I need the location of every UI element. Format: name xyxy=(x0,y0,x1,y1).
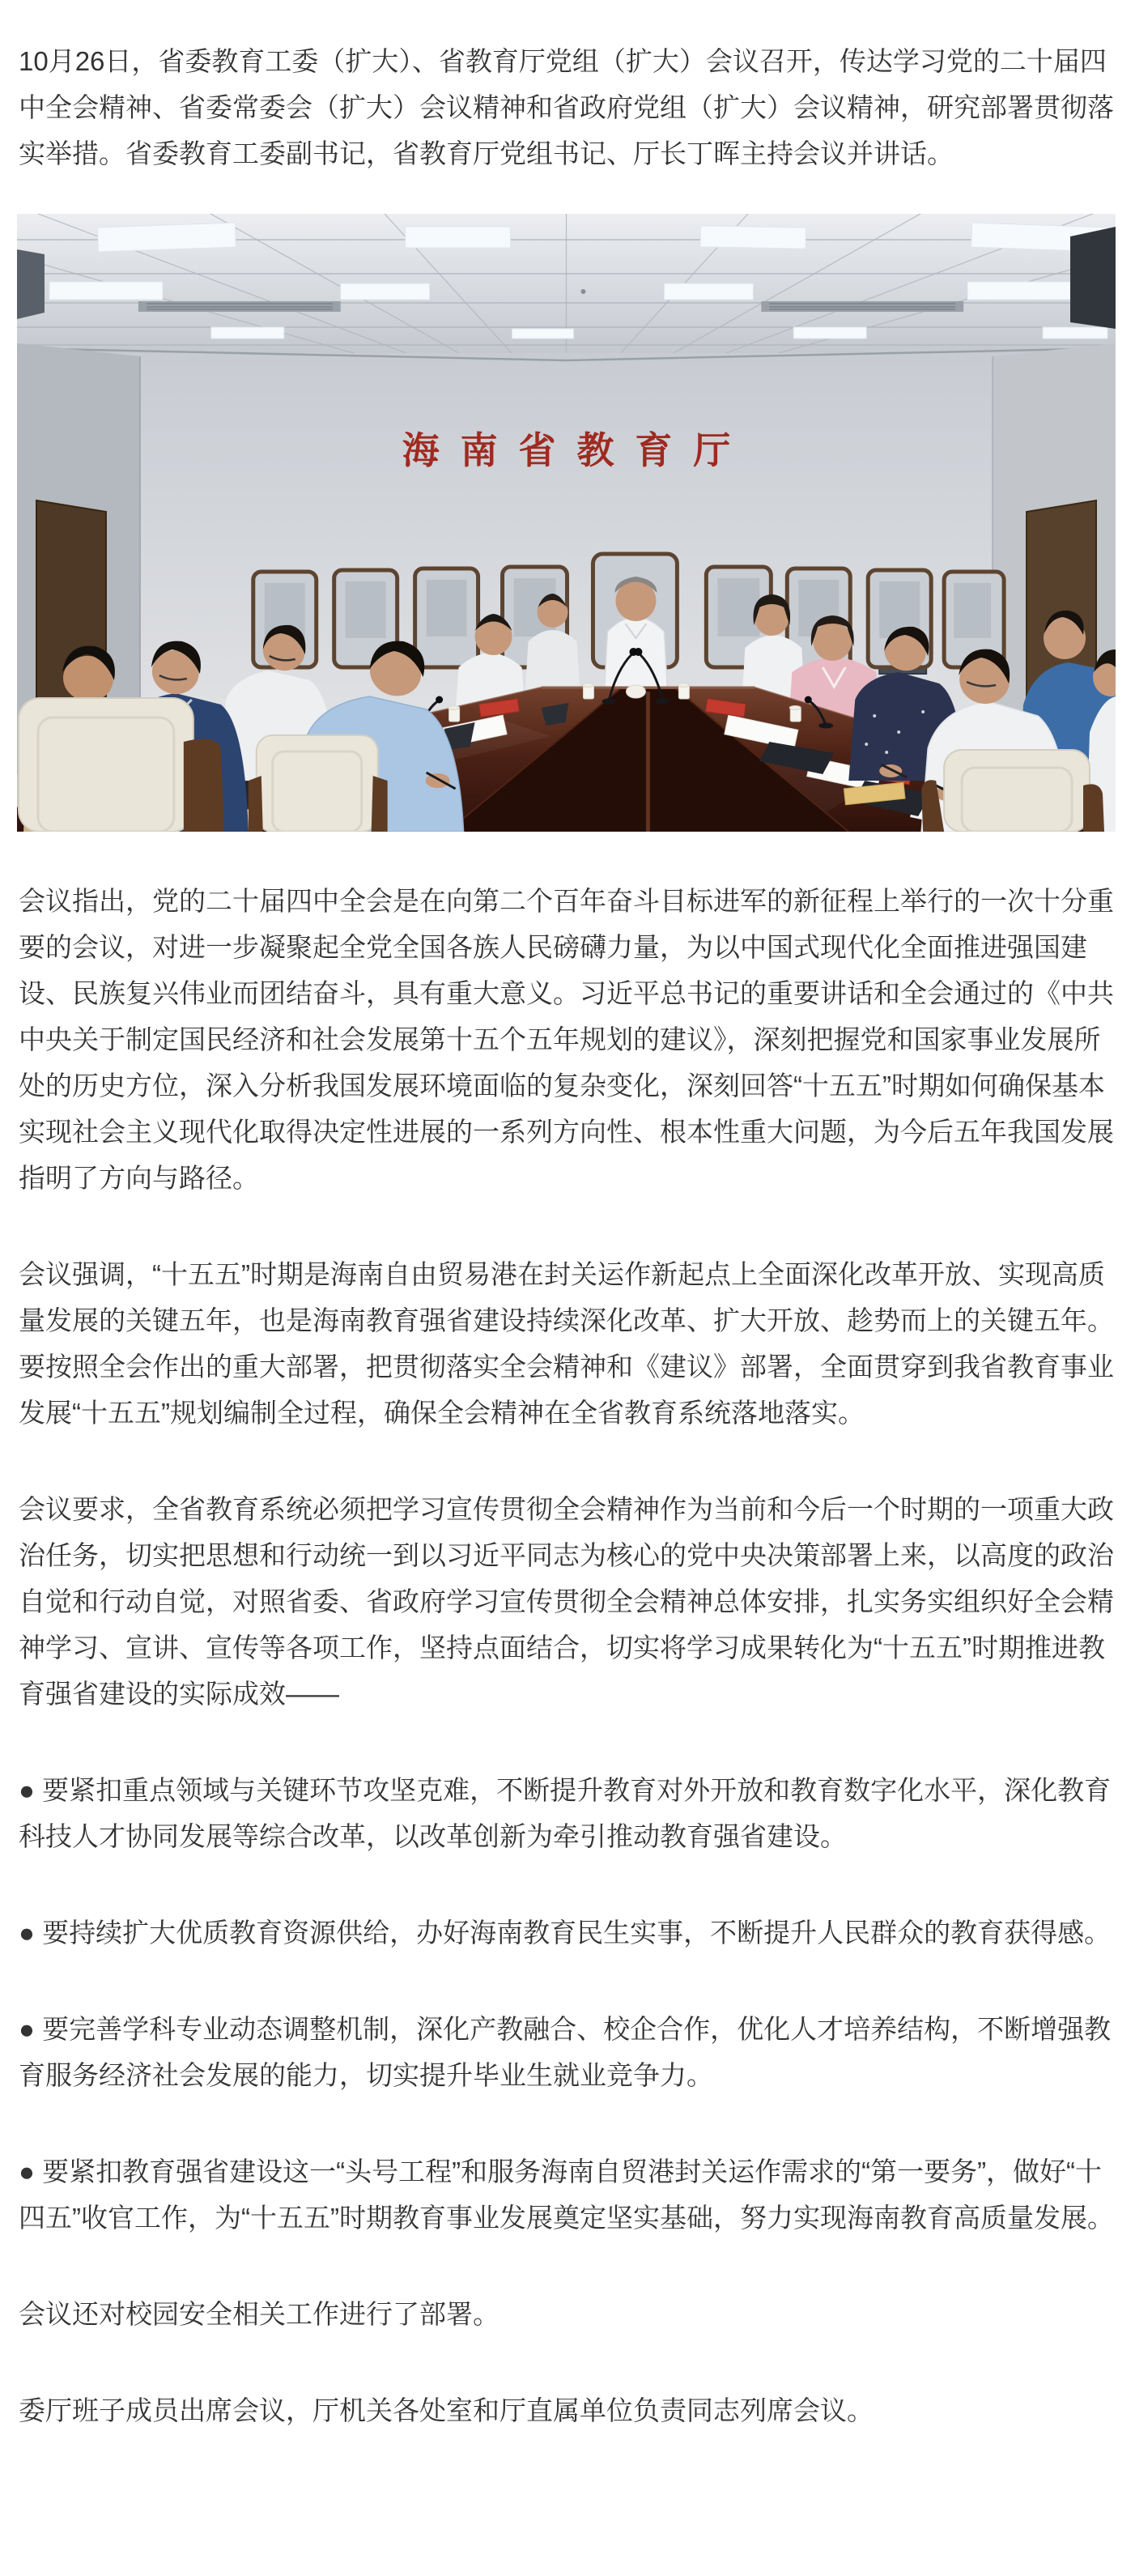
left-corner-vent xyxy=(17,249,45,319)
meeting-photo[interactable] xyxy=(17,214,1116,832)
foreground-chair-right xyxy=(921,750,1104,832)
bullet-point-2: ● 要持续扩大优质教育资源供给，办好海南教育民生实事，不断提升人民群众的教育获得感。 xyxy=(19,1918,1112,1948)
article-page xyxy=(0,38,1135,2433)
para-meeting-pointed-out: 会议指出，党的二十届四中全会是在向第二个百年奋斗目标进军的新征程上举行的一次十分重要的会议，对进一步凝聚起全党全国各族人民磅礴力量，为以中国式现代化全面推进强国建设、民族复兴伟业而团结奋斗，具有重大意义。习近平总书记的重要讲话和全会通过的《中共中央关于制定国民经济和社会发展第十五个五年规划的建议》，深刻把握党和国家事业发展所处的历史方位，深入分析我国发展环境面临的复杂变化，深刻回答“十五五”时期如何确保基本实现社会主义现代化取得决定性进展的一系列方向性、根本性重大问题，为今后五年我国发展指明了方向与路径。 xyxy=(19,886,1114,1193)
intro-paragraph: 10月26日，省委教育工委（扩大）、省教育厅党组（扩大）会议召开，传达学习党的二十届四中全会精神、省委常委会（扩大）会议精神和省政府党组（扩大）会议精神，研究部署贯彻落实举措。省委教育工委副书记，省教育厅党组书记、厅长丁晖主持会议并讲话。 xyxy=(19,46,1114,168)
wall-sign-text: 海南省教育厅 xyxy=(402,428,752,472)
foreground-chair-left xyxy=(19,698,224,832)
sprinkler xyxy=(580,289,585,294)
para-meeting-emphasized: 会议强调，“十五五”时期是海南自由贸易港在封关运作新起点上全面深化改革开放、实现高质量发展的关键五年，也是海南教育强省建设持续深化改革、扩大开放、趁势而上的关键五年。要按照全会作出的重大部署，把贯彻落实全会精神和《建议》部署，全面贯穿到我省教育事业发展“十五五”规划编制全过程，确保全会精神在全省教育系统落地落实。 xyxy=(19,1259,1114,1428)
foreground-chair-middle xyxy=(249,735,388,832)
bullet-point-3: ● 要完善学科专业动态调整机制，深化产教融合、校企合作，优化人才培养结构，不断增强教育服务经济社会发展的能力，切实提升毕业生就业竞争力。 xyxy=(19,2014,1112,2090)
bullet-point-1: ● 要紧扣重点领域与关键环节攻坚克难，不断提升教育对外开放和教育数字化水平，深化教育科技人才协同发展等综合改革，以改革创新为牵引推动教育强省建设。 xyxy=(19,1775,1112,1851)
bullet-point-4: ● 要紧扣教育强省建设这一“头号工程”和服务海南自贸港封关运作需求的“第一要务”，做好“十四五”收官工作，为“十五五”时期教育事业发展奠定坚实基础，努力实现海南教育高质量发展。 xyxy=(19,2157,1114,2233)
corner-speaker xyxy=(1070,227,1116,329)
para-campus-safety: 会议还对校园安全相关工作进行了部署。 xyxy=(19,2299,499,2329)
ceiling xyxy=(17,214,1116,360)
para-attendees: 委厅班子成员出席会议，厅机关各处室和厅直属单位负责同志列席会议。 xyxy=(19,2395,874,2425)
meeting-photo-svg xyxy=(17,214,1116,832)
para-meeting-required: 会议要求，全省教育系统必须把学习宣传贯彻全会精神作为当前和今后一个时期的一项重大政治任务，切实把思想和行动统一到以习近平同志为核心的党中央决策部署上来，以高度的政治自觉和行动自觉，对照省委、省政府学习宣传贯彻全会精神总体安排，扎实务实组织好全会精神学习、宣讲、宣传等各项工作，坚持点面结合，切实将学习成果转化为“十五五”时期推进教育强省建设的实际成效—— xyxy=(19,1494,1114,1709)
